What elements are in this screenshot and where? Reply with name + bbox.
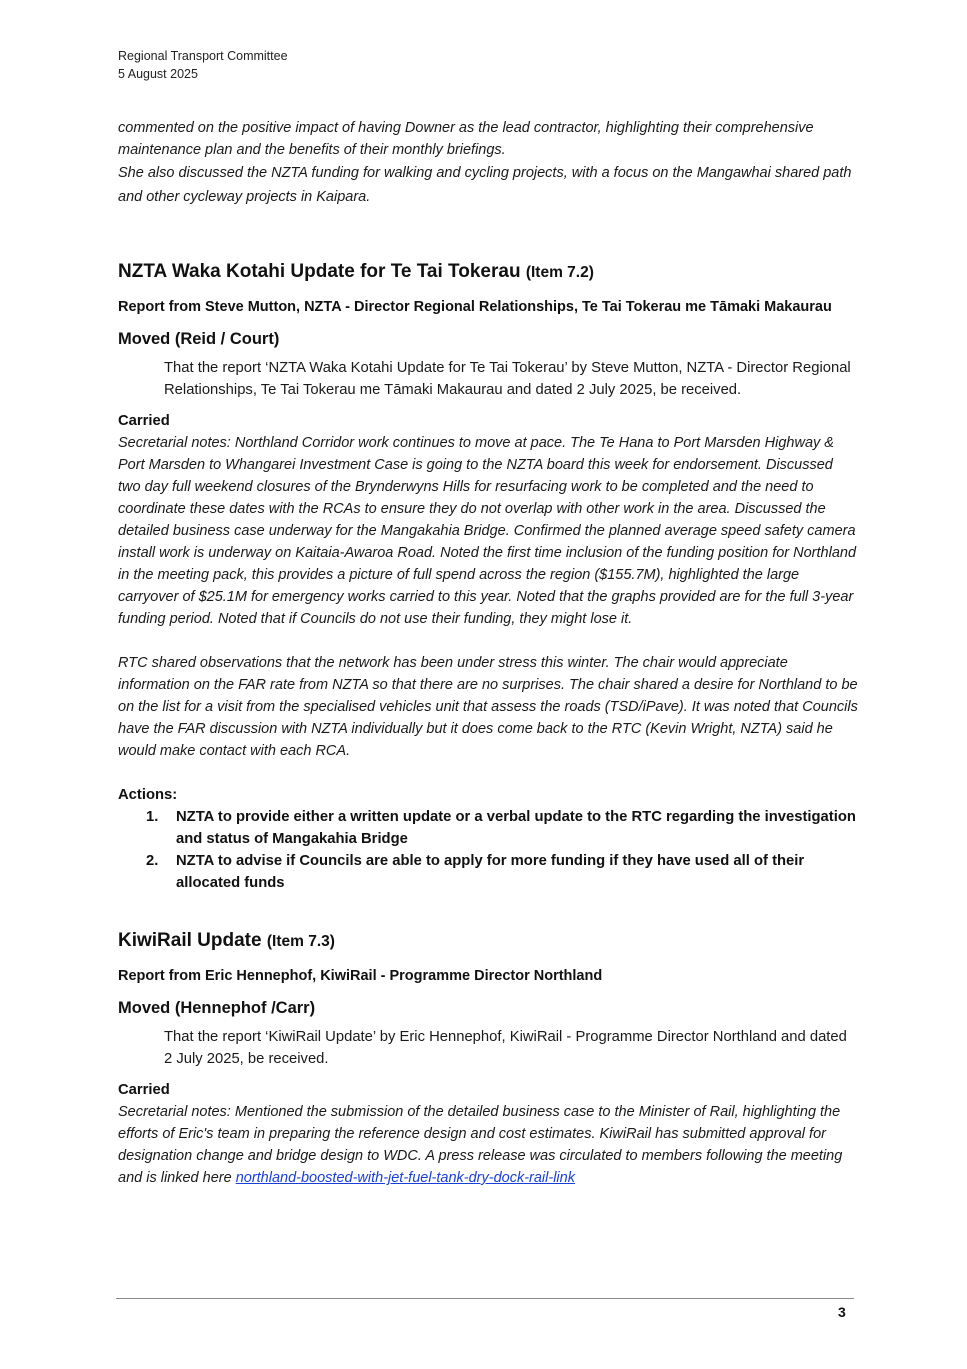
report-from: Report from Eric Hennephof, KiwiRail - Programme Director Northland	[118, 968, 603, 984]
page-content	[118, 117, 858, 1189]
actions-title: Actions:	[118, 787, 178, 803]
action-item	[118, 850, 858, 894]
rtc-observations: RTC shared observations that the network has been under stress this winter. The chair would appreciate information on the FAR rate from NZTA so that there are no surprises. The chair shared a desire for Northland to be on the list for a visit from the specialised vehicles unit that assess the roads (TSD/iPave). It was noted that Councils have the FAR discussion with NZTA individually but it does come back to the RTC (Kevin Wright, NZTA) said he would make contact with each RCA.	[118, 655, 858, 759]
intro-paragraph: commented on the positive impact of having Downer as the lead contractor, highlighting their comprehensive maintenance plan and the benefits of their monthly briefings.	[118, 120, 814, 158]
moved-line: Moved (Hennephof /Carr)	[118, 999, 316, 1017]
carried-label: Carried	[118, 1082, 170, 1098]
section-heading-kiwirail	[118, 928, 858, 955]
actions-list	[118, 806, 858, 894]
item-reference: (Item 7.2)	[525, 264, 594, 281]
header-committee: Regional Transport Committee	[118, 49, 288, 63]
action-text: NZTA to provide either a written update or a verbal update to the RTC regarding the investigation and status of Mangakahia Bridge	[176, 809, 856, 847]
intro-paragraph: She also discussed the NZTA funding for walking and cycling projects, with a focus on the Mangawhai shared path and other cycleway projects in Kaipara.	[118, 165, 852, 205]
report-from: Report from Steve Mutton, NZTA - Director Regional Relationships, Te Tai Tokerau me Tāmaki Makaurau	[118, 299, 832, 315]
moved-line: Moved (Reid / Court)	[118, 330, 280, 348]
resolution-text: That the report ‘NZTA Waka Kotahi Update for Te Tai Tokerau’ by Steve Mutton, NZTA - Director Regional Relationships, Te Tai Tokerau me Tāmaki Makaurau and dated 2 July 2025, be received.	[164, 360, 851, 398]
action-text: NZTA to advise if Councils are able to apply for more funding if they have used all of their allocated funds	[176, 853, 805, 891]
page-number: 3	[838, 1304, 846, 1320]
resolution-text: That the report ‘KiwiRail Update’ by Eric Hennephof, KiwiRail - Programme Director Northland and dated 2 July 2025, be received.	[164, 1029, 847, 1067]
footer-divider	[116, 1298, 854, 1299]
secretarial-notes	[118, 1101, 858, 1189]
secretarial-notes: Secretarial notes: Northland Corridor work continues to move at pace. The Te Hana to Port Marsden Highway & Port Marsden to Whangarei Investment Case is going to the NZTA board this week for endorsement. Discussed two day full weekend closures of the Brynderwyns Hills for resurfacing work to be completed and the need to coordinate these dates with the RCAs to ensure they do not overlap with other work in the area. Discussed the detailed business case underway for the Mangakahia Bridge. Confirmed the planned average speed safety camera install work is underway on Kaitaia-Awaroa Road. Noted the first time inclusion of the funding position for Northland in the meeting pack, this provides a picture of full spend across the region ($155.7M), highlighted the large carryover of $25.1M for emergency works carried to this year. Noted that the graphs provided are for the full 3-year funding period. Noted that if Councils do not use their funding, they might lose it.	[118, 435, 857, 627]
section-title: NZTA Waka Kotahi Update for Te Tai Tokerau	[118, 261, 521, 282]
page-header	[118, 47, 288, 83]
press-release-link[interactable]: northland-boosted-with-jet-fuel-tank-dry-dock-rail-link	[235, 1170, 575, 1186]
item-reference: (Item 7.3)	[266, 933, 335, 950]
action-number: 1.	[146, 809, 159, 825]
section-title: KiwiRail Update	[118, 930, 262, 951]
header-date: 5 August 2025	[118, 67, 198, 81]
section-heading-nzta	[118, 259, 858, 286]
carried-label: Carried	[118, 413, 170, 429]
action-number: 2.	[146, 853, 159, 869]
action-item	[118, 806, 858, 850]
notes-text: Secretarial notes: Mentioned the submission of the detailed business case to the Minister of Rail, highlighting the efforts of Eric's team in preparing the reference design and cost estimates. KiwiRail has submitted approval for designation change and bridge design to WDC. A press release was circulated to members following the meeting and is linked here	[118, 1104, 843, 1186]
